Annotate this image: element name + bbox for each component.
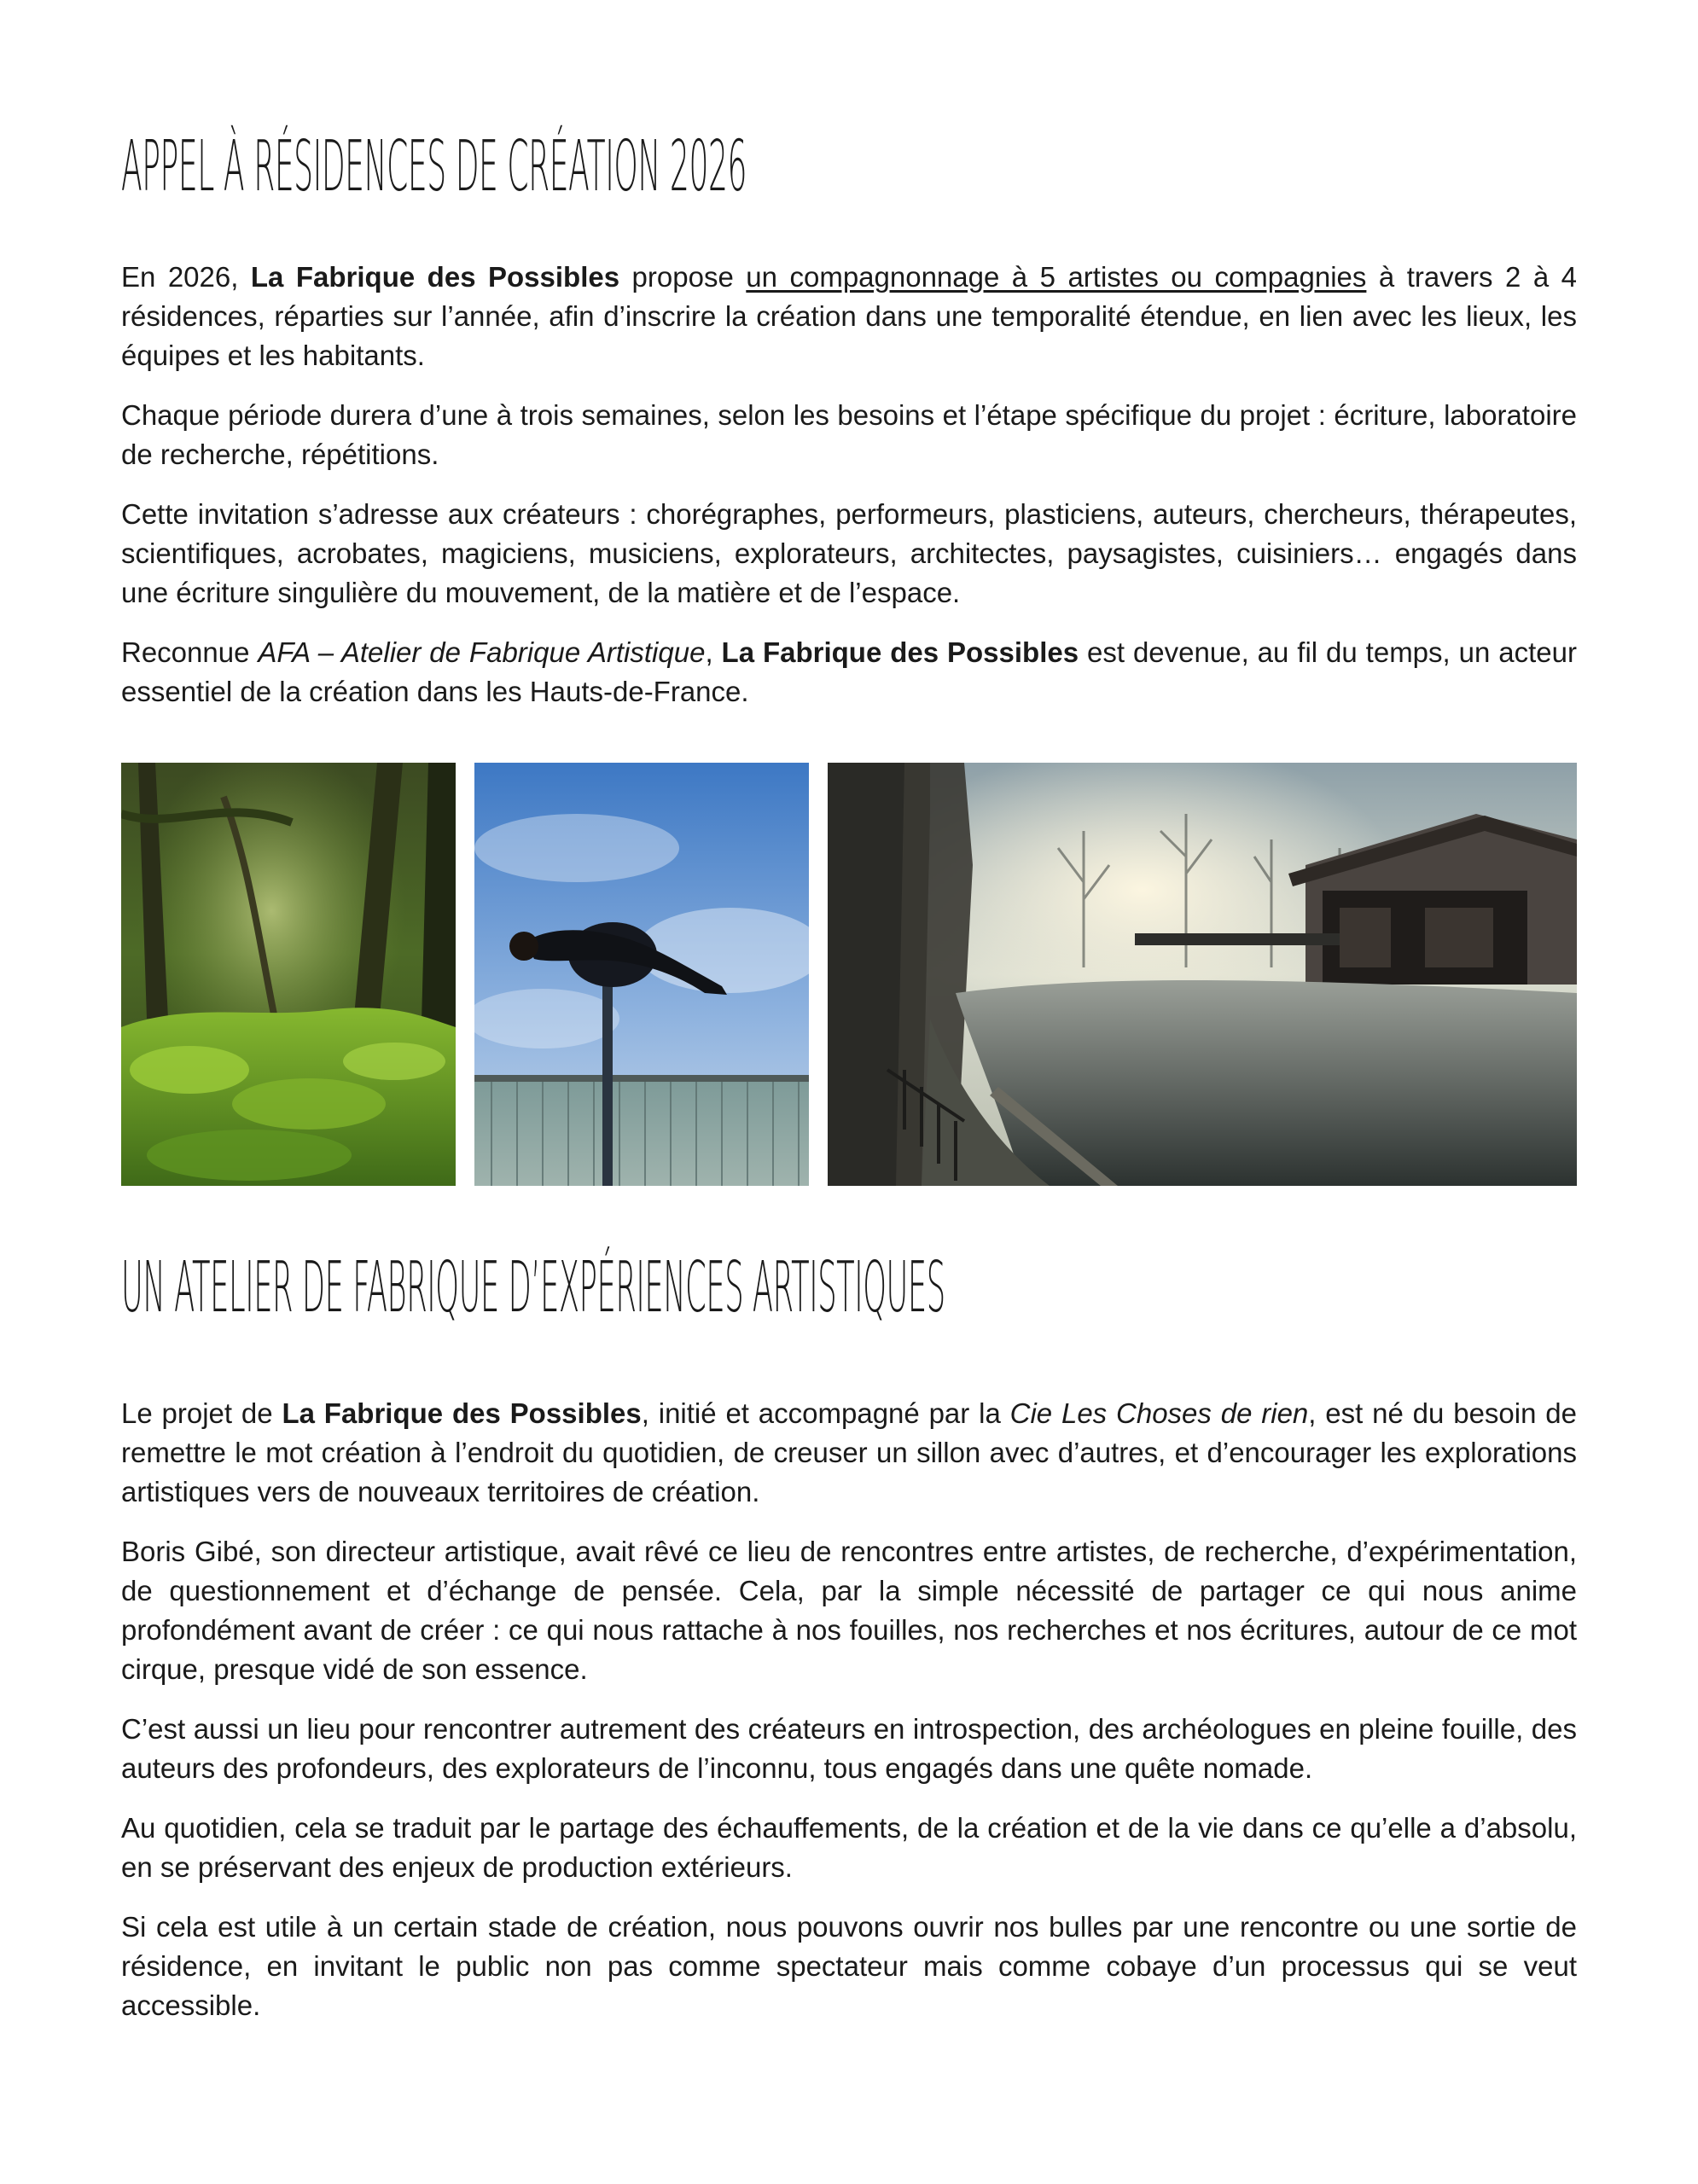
- misty-river-mill-photo: [828, 763, 1577, 1186]
- org-name: La Fabrique des Possibles: [282, 1397, 642, 1429]
- section-body-atelier: [121, 1394, 1577, 2046]
- photo-strip: [121, 763, 1577, 1186]
- paragraph-recognition: Reconnue AFA – Atelier de Fabrique Artistique, La Fabrique des Possibles est devenue, au fil du temps, un acteur essentiel de la création dans les Hauts-de-France.: [121, 636, 1577, 707]
- underlined-phrase: un compagnonnage à 5 artistes ou compagnies: [746, 261, 1367, 293]
- acrobat-on-pole-photo: [474, 763, 809, 1186]
- paragraph-public: Si cela est utile à un certain stade de création, nous pouvons ouvrir nos bulles par une rencontre ou une sortie de résidence, en invitant le public non pas comme spectateur mais comme cobaye d’un processus qui se veut accessible.: [121, 1911, 1577, 2021]
- section-title-residences: APPEL À RÉSIDENCES DE CRÉATION 2026: [121, 126, 747, 207]
- paragraph-encounters: C’est aussi un lieu pour rencontrer autrement des créateurs en introspection, des archéologues en pleine fouille, des auteurs des profondeurs, des explorateurs de l’inconnu, tous engagés dans une quête nomade.: [121, 1713, 1577, 1784]
- section-title-atelier: UN ATELIER DE FABRIQUE D’EXPÉRIENCES ARTISTIQUES: [121, 1247, 945, 1328]
- paragraph-director: Boris Gibé, son directeur artistique, avait rêvé ce lieu de rencontres entre artistes, de recherche, d’expérimentation, de questionnement et d’échange de pensée. Cela, par la simple nécessité de partager ce qui nous anime profondément avant de créer : ce qui nous rattache à nos fouilles, nos recherches et nos écritures, autour de ce mot cirque, presque vidé de son essence.: [121, 1536, 1577, 1685]
- company-name: Cie Les Choses de rien: [1009, 1397, 1309, 1429]
- section-body-residences: [121, 258, 1577, 732]
- paragraph-duration: Chaque période durera d’une à trois semaines, selon les besoins et l’étape spécifique du projet : écriture, laboratoire de recherche, répétitions.: [121, 399, 1577, 470]
- paragraph-project: Le projet de La Fabrique des Possibles, initié et accompagné par la Cie Les Choses de rien, est né du besoin de remettre le mot création à l’endroit du quotidien, de creuser un sillon avec d’autres, et d’encourager les explorations artistiques vers de nouveaux territoires de création.: [121, 1397, 1577, 1507]
- afa-label: AFA – Atelier de Fabrique Artistique: [258, 636, 706, 668]
- paragraph-audience: Cette invitation s’adresse aux créateurs : chorégraphes, performeurs, plasticiens, auteurs, chercheurs, thérapeutes, scientifiques, acrobates, magiciens, musiciens, explorateurs, architectes, paysagistes, cuisiniers… engagés dans une écriture singulière du mouvement, de la matière et de l’espace.: [121, 498, 1577, 608]
- paragraph-daily: Au quotidien, cela se traduit par le partage des échauffements, de la création et de la vie dans ce qu’elle a d’absolu, en se préservant des enjeux de production extérieurs.: [121, 1812, 1577, 1883]
- org-name: La Fabrique des Possibles: [250, 261, 620, 293]
- paragraph-intro: En 2026, La Fabrique des Possibles propose un compagnonnage à 5 artistes ou compagnies à travers 2 à 4 résidences, réparties sur l’année, afin d’inscrire la création dans une temporalité étendue, en lien avec les lieux, les équipes et les habitants.: [121, 261, 1578, 371]
- org-name: La Fabrique des Possibles: [721, 636, 1079, 668]
- forest-moss-photo: [121, 763, 456, 1186]
